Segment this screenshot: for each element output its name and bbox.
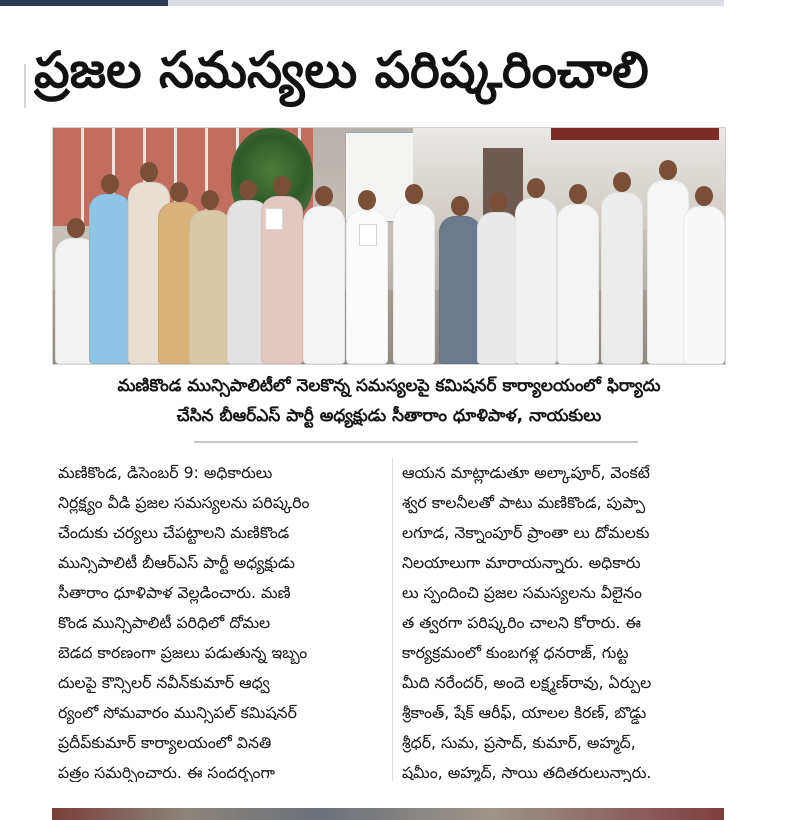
article-right-column: ఆయన మాట్లాడుతూ అల్కాపూర్, వెంకటే శ్వర కాలనీలతో పాటు మణికొండ, పుప్పా లగూడ, నెక్నాంపూర్ ప్రాంతా లు దోమలకు నిలయాలుగా మారాయన్నారు. అధికారు లు స్పందించి ప్రజల సమస్యలను వీలైనం త త్వరగా పరిష్కరిం చాలని కోరారు. ఈ కార్యక్రమంలో కుంబగళ్ల ధనరాజ్, గుట్ట మీది నరేందర్, అందె లక్ష్మణ్‌రావు, ఏర్పుల శ్రీకాంత్, షేక్ ఆరీఫ్, యాలల కిరణ్, బొడ్డు శ్రీధర్, సుమ, ప్రసాద్, కుమార్, అహ్మద్, షమీం, అహ్మద్, సాయి తదితరులున్నారు. <box>402 463 652 782</box>
group-person <box>89 194 131 364</box>
group-person <box>439 216 481 364</box>
page-margin <box>724 0 800 820</box>
column-divider <box>392 458 393 781</box>
news-photo <box>52 127 726 365</box>
article-headline: ప్రజల సమస్యలు పరిష్కరించాలి <box>34 40 649 99</box>
group-person <box>515 198 557 364</box>
group-person <box>683 206 725 364</box>
top-strip-accent <box>0 0 168 6</box>
awning <box>551 128 719 140</box>
petition-paper <box>265 208 283 230</box>
headline-side-rule <box>24 64 26 108</box>
photo-caption-line-1: మణికొండ మున్సిపాలిటీలో నెలకొన్న సమస్యలపై కమిషనర్ కార్యాలయంలో ఫిర్యాదు <box>117 376 661 396</box>
top-toolbar-strip <box>0 0 724 6</box>
petition-paper <box>359 224 377 246</box>
photo-caption-line-2: చేసిన బీఆర్ఎస్ పార్టీ అధ్యక్షుడు సీతారాం ధూళిపాళ, నాయకులు <box>176 406 602 426</box>
group-person <box>477 212 519 364</box>
article-left-column: మణికొండ, డిసెంబర్ 9: అధికారులు నిర్లక్ష్యం వీడి ప్రజల సమస్యలను పరిష్కరిం చేందుకు చర్యలు చేపట్టాలని మణికొండ మున్సిపాలిటీ బీఆర్ఎస్ పార్టీ అధ్యక్షుడు సీతారాం ధూళిపాళ వెల్లడించారు. మణి కొండ మున్సిపాలిటీ పరిధిలో దోమల బెడద కారణంగా ప్రజలు పడుతున్న ఇబ్బం దులపై కౌన్సిలర్ నవీన్‌కుమార్ ఆధ్వ ర్యంలో సోమవారం మున్సిపల్ కమిషనర్ ప్రదీప్‌కుమార్ కార్యాలయంలో వినతి పత్రం సమర్పించారు. ఈ సందర్భంగా <box>58 463 310 782</box>
group-person <box>557 204 599 364</box>
group-person <box>601 192 643 364</box>
group-person <box>189 210 231 364</box>
next-photo-edge <box>52 808 724 820</box>
caption-divider <box>194 441 638 443</box>
group-person <box>303 206 345 364</box>
group-person <box>393 204 435 364</box>
